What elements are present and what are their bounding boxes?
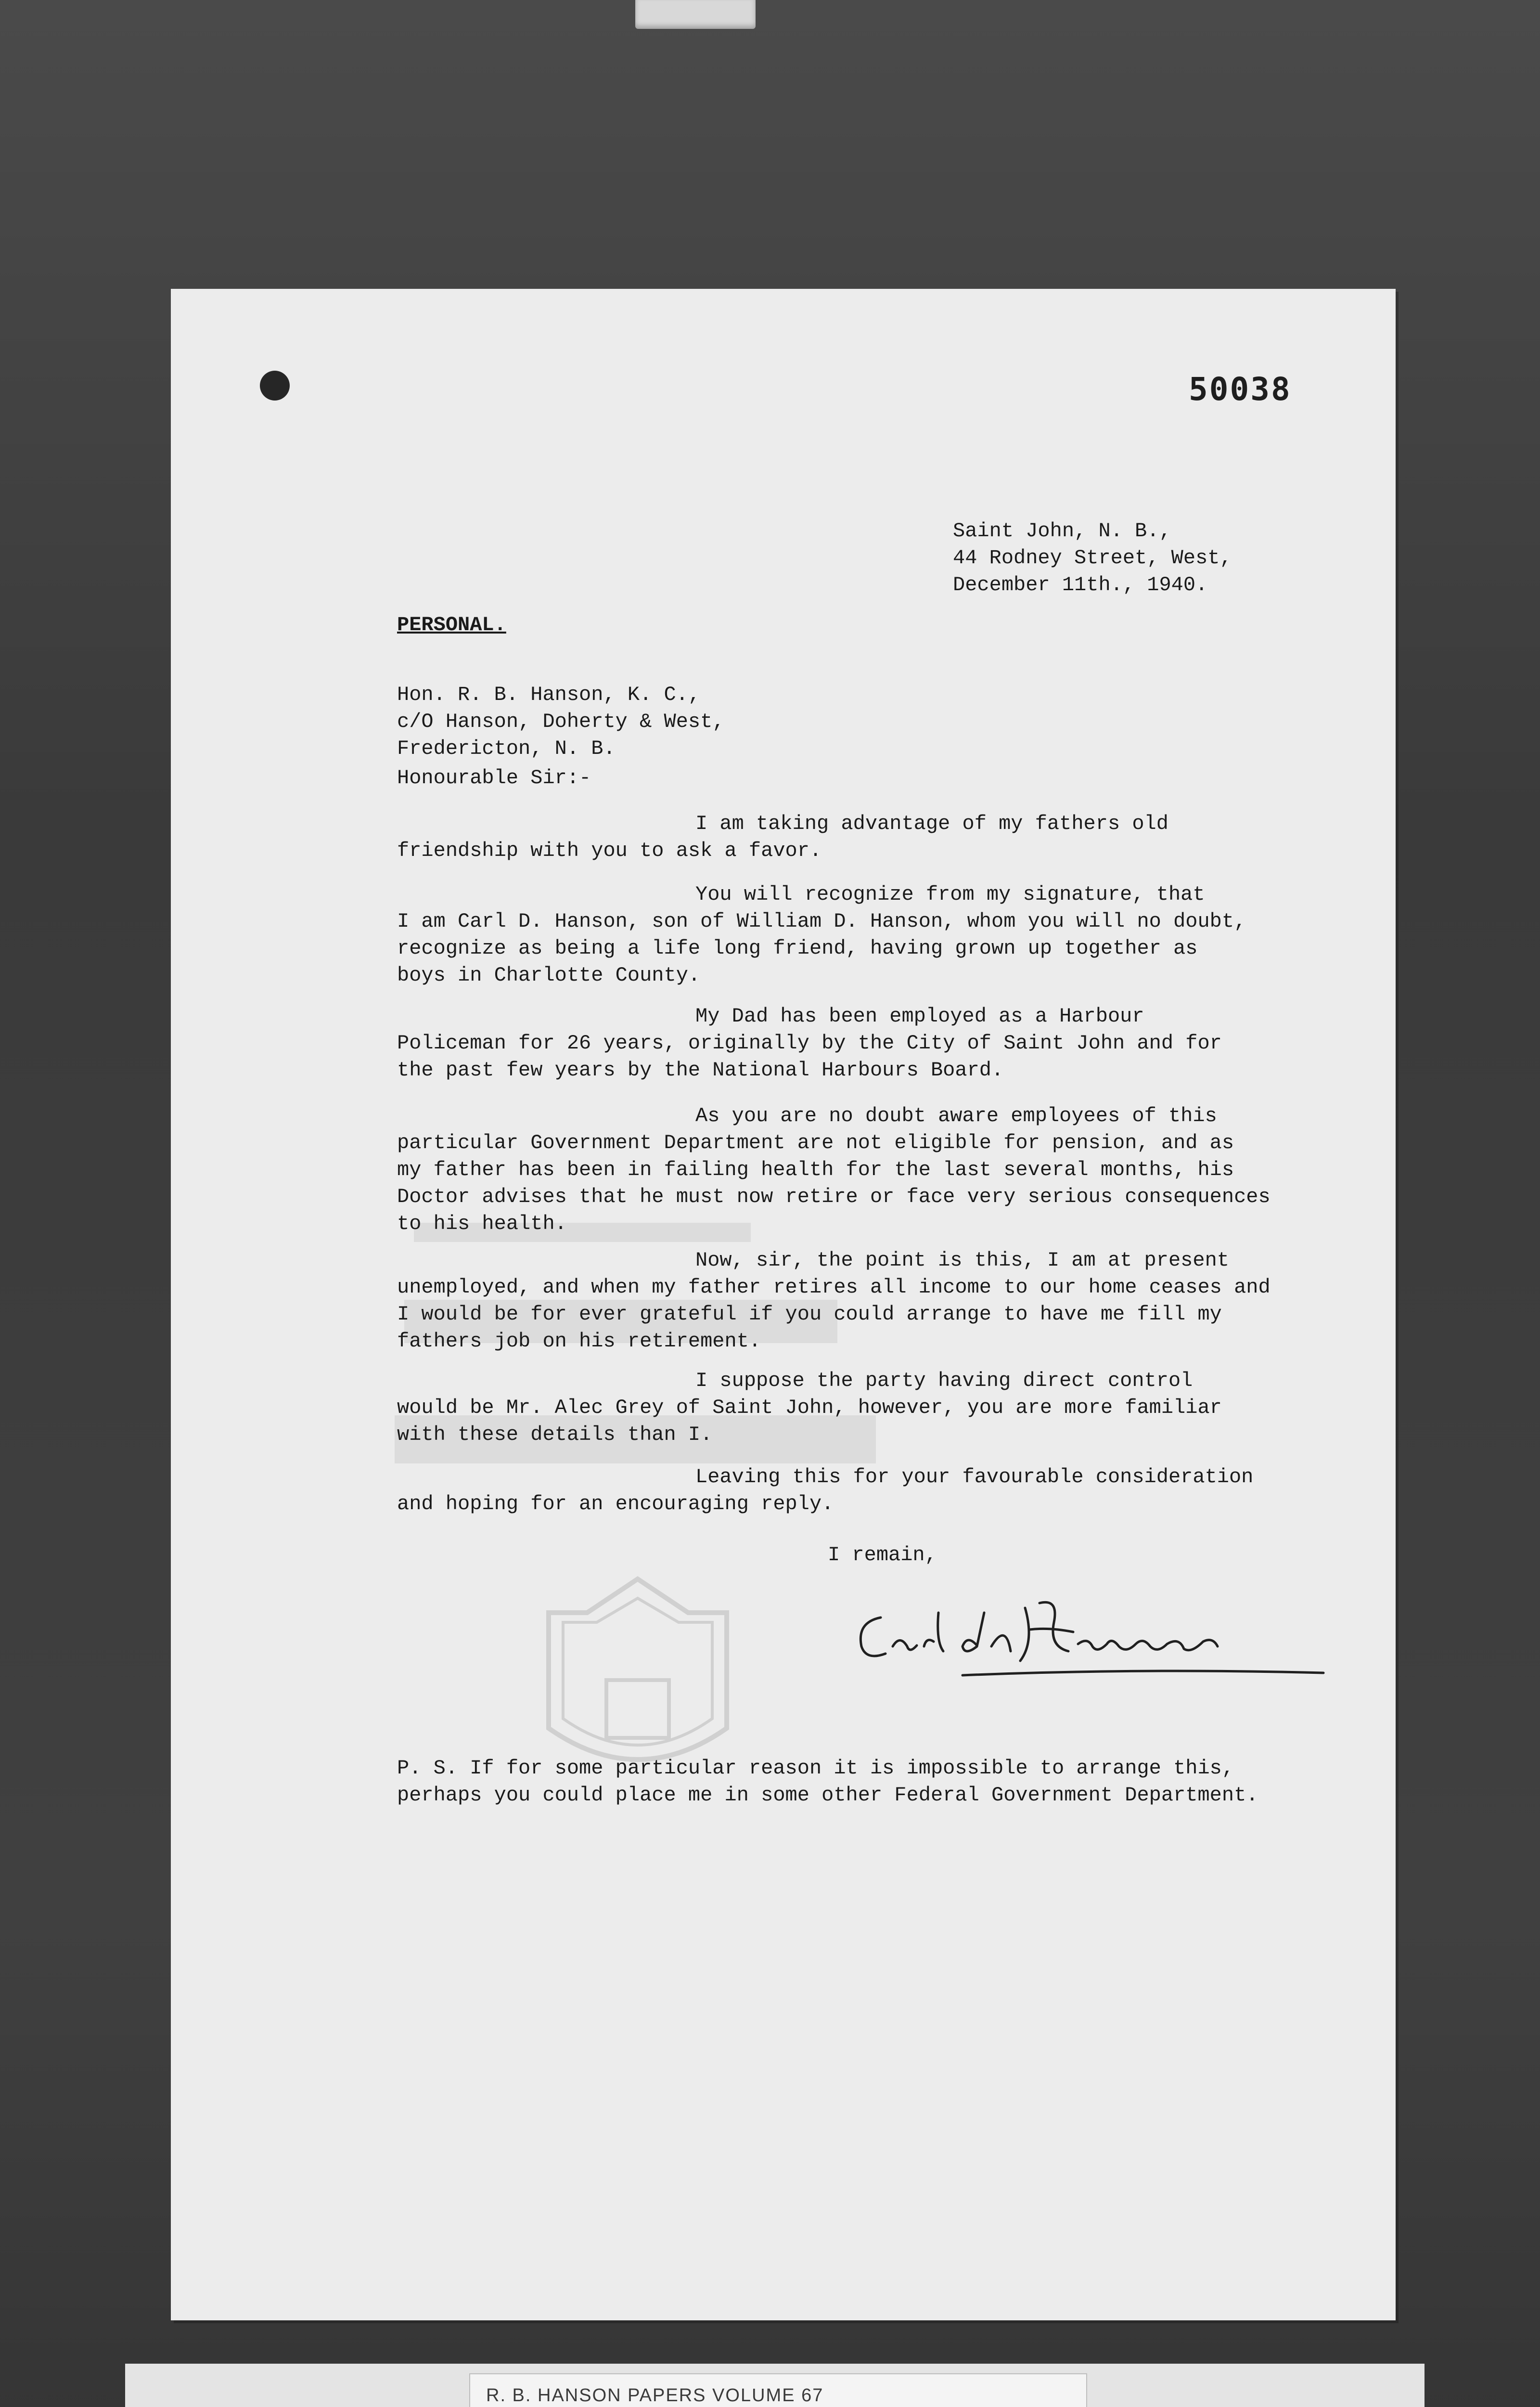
recipient-line: Fredericton, N. B.: [397, 737, 616, 760]
paragraph: [397, 1463, 1253, 1517]
postscript-line: P. S. If for some particular reason it is impossible to arrange this,: [397, 1757, 1234, 1780]
paragraph: [397, 1367, 1222, 1448]
paragraph-line: to his health.: [397, 1212, 567, 1235]
paragraph-line: would be Mr. Alec Grey of Saint John, however, you are more familiar: [397, 1396, 1222, 1419]
paragraph-line: As you are no doubt aware employees of this: [695, 1104, 1217, 1127]
paragraph-line: Leaving this for your favourable consideration: [695, 1465, 1254, 1488]
salutation: Honourable Sir:-: [397, 766, 591, 789]
recipient-address: [397, 681, 725, 762]
paragraph-line: particular Government Department are not eligible for pension, and as: [397, 1131, 1234, 1154]
paragraph-line: the past few years by the National Harbours Board.: [397, 1059, 1004, 1082]
paragraph-line: unemployed, and when my father retires all income to our home ceases and: [397, 1276, 1270, 1299]
letter-date: December 11th., 1940.: [953, 573, 1208, 596]
personal-heading: PERSONAL.: [397, 613, 506, 636]
paragraph: [397, 1003, 1222, 1084]
postscript: [397, 1755, 1258, 1809]
sender-address-line: Saint John, N. B.,: [953, 519, 1171, 543]
paragraph-line: my father has been in failing health for the last several months, his: [397, 1158, 1234, 1181]
paragraph-line: and hoping for an encouraging reply.: [397, 1492, 834, 1515]
closing: I remain,: [828, 1543, 937, 1566]
paragraph-line: I am Carl D. Hanson, son of William D. Hanson, whom you will no doubt,: [397, 910, 1246, 933]
paragraph-line: boys in Charlotte County.: [397, 964, 701, 987]
postscript-line: perhaps you could place me in some other Federal Government Department.: [397, 1784, 1258, 1807]
sender-address: [953, 518, 1232, 598]
paragraph-line: Doctor advises that he must now retire or face very serious consequences: [397, 1185, 1270, 1208]
paragraph-line: You will recognize from my signature, that: [695, 883, 1205, 906]
document-number: 50038: [1189, 371, 1292, 408]
paragraph-line: I am taking advantage of my fathers old: [695, 812, 1168, 835]
top-binder-tab: [635, 0, 756, 29]
recipient-line: Hon. R. B. Hanson, K. C.,: [397, 683, 701, 706]
paragraph: [397, 1102, 1270, 1237]
paragraph-line: I suppose the party having direct control: [695, 1369, 1193, 1392]
paragraph-line: friendship with you to ask a favor.: [397, 839, 822, 862]
paragraph: [397, 881, 1246, 989]
handwritten-signature: [847, 1589, 1357, 1685]
punch-hole: [260, 371, 290, 401]
paragraph-line: fathers job on his retirement.: [397, 1330, 761, 1353]
paragraph-line: with these details than I.: [397, 1423, 713, 1446]
recipient-line: c/O Hanson, Doherty & West,: [397, 710, 725, 733]
paragraph-line: Policeman for 26 years, originally by the City of Saint John and for: [397, 1032, 1222, 1055]
paragraph-line: I would be for ever grateful if you could arrange to have me fill my: [397, 1303, 1222, 1326]
paragraph-line: My Dad has been employed as a Harbour: [695, 1005, 1144, 1028]
paragraph: [397, 810, 1168, 864]
sender-address-line: 44 Rodney Street, West,: [953, 546, 1232, 569]
volume-label-text: R. B. HANSON PAPERS VOLUME 67: [486, 2385, 824, 2406]
paragraph: [397, 1247, 1270, 1355]
paragraph-line: Now, sir, the point is this, I am at present: [695, 1249, 1229, 1272]
paragraph-line: recognize as being a life long friend, having grown up together as: [397, 937, 1198, 960]
